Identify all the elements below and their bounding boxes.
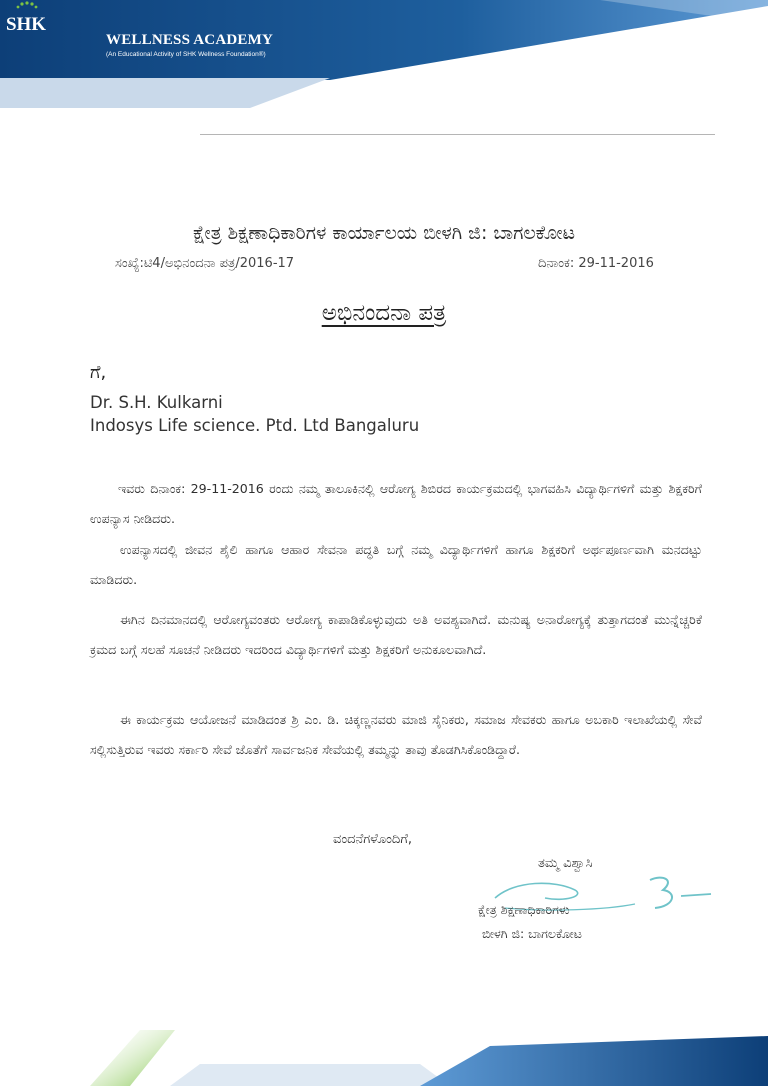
office-heading: ಕ್ಷೇತ್ರ ಶಿಕ್ಷಣಾಧಿಕಾರಿಗಳ ಕಾರ್ಯಾಲಯ ಬೀಳಗಿ ಜಿ: ಬಾಗಲಕೋಟ bbox=[193, 222, 575, 244]
footer-banner bbox=[0, 1020, 768, 1086]
yours-trusty: ತಮ್ಮ ವಿಶ್ವಾಸಿ bbox=[538, 856, 593, 871]
org-name: WELLNESS ACADEMY bbox=[106, 32, 273, 48]
shk-logo bbox=[0, 0, 52, 40]
closing-greeting: ವಂದನೆಗಳೊಂದಿಗೆ, bbox=[333, 832, 412, 847]
body-paragraph-3: ಈಗಿನ ದಿನಮಾನದಲ್ಲಿ ಆರೋಗ್ಯವಂತರು ಆರೋಗ್ಯ ಕಾಪಾಡಿಕೊಳ್ಳುವುದು ಅತಿ ಅವಶ್ಯವಾಗಿದೆ. ಮನುಷ್ಯ ಅನಾರೋಗ್ಯಕ್ಕೆ ತುತ್ತಾಗದಂತೆ ಮುನ್ನೆಚ್ಚರಿಕೆ ಕ್ರಮದ ಬಗ್ಗೆ ಸಲಹೆ ಸೂಚನೆ ನೀಡಿದರು ಇದರಿಂದ ವಿದ್ಯಾರ್ಥಿಗಳಿಗೆ ಮತ್ತು ಶಿಕ್ಷಕರಿಗೆ ಅನುಕೂಲವಾಗಿದೆ. bbox=[90, 612, 702, 657]
body-paragraph-2: ಉಪನ್ಯಾಸದಲ್ಲಿ ಜೀವನ ಶೈಲಿ ಹಾಗೂ ಆಹಾರ ಸೇವನಾ ಪದ್ಧತಿ ಬಗ್ಗೆ ನಮ್ಮ ವಿದ್ಯಾರ್ಥಿಗಳಿಗೆ ಹಾಗೂ ಶಿಕ್ಷಕರಿಗೆ ಅರ್ಥಪೂರ್ಣವಾಗಿ ಮನದಟ್ಟು ಮಾಡಿದರು. bbox=[90, 542, 702, 587]
handwritten-signature bbox=[485, 868, 725, 928]
salutation-to: ಗೆ, bbox=[90, 362, 107, 383]
recipient-organization: Indosys Life science. Ptd. Ltd Bangaluru bbox=[90, 416, 420, 435]
footer-light-band bbox=[170, 1064, 450, 1086]
body-paragraph-1: ಇವರು ದಿನಾಂಕ: 29-11-2016 ರಂದು ನಮ್ಮ ತಾಲೂಕಿನಲ್ಲಿ ಆರೋಗ್ಯ ಶಿಬಿರದ ಕಾರ್ಯಕ್ರಮದಲ್ಲಿ ಭಾಗವಹಿಸಿ ವಿದ್ಯಾರ್ಥಿಗಳಿಗೆ ಮತ್ತು ಶಿಕ್ಷಕರಿಗೆ ಉಪನ್ಯಾಸ ನೀಡಿದರು. bbox=[90, 481, 702, 526]
letter-date: ದಿನಾಂಕ: 29-11-2016 bbox=[538, 256, 654, 271]
body-paragraph-4: ಈ ಕಾರ್ಯಕ್ರಮ ಆಯೋಜನೆ ಮಾಡಿದಂತ ಶ್ರಿ ಎಂ. ಡಿ. ಚಿಕ್ಕಣ್ಣನವರು ಮಾಜಿ ಸೈನಿಕರು, ಸಮಾಜ ಸೇವಕರು ಹಾಗೂ ಅಬಕಾರಿ ಇಲಾಖೆಯಲ್ಲಿ ಸೇವೆ ಸಲ್ಲಿಸುತ್ತಿರುವ ಇವರು ಸರ್ಕಾರಿ ಸೇವೆ ಜೊತೆಗೆ ಸಾರ್ವಜನಿಕ ಸೇವೆಯಲ್ಲಿ ತಮ್ಮನ್ನು ತಾವು ತೊಡಗಿಸಿಕೊಂಡಿದ್ದಾರೆ. bbox=[90, 712, 702, 757]
signer-title: ಕ್ಷೇತ್ರ ಶಿಕ್ಷಣಾಧಿಕಾರಿಗಳು bbox=[478, 902, 570, 917]
letterhead-banner bbox=[0, 0, 768, 108]
org-tagline: (An Educational Activity of SHK Wellness Foundation®) bbox=[106, 51, 266, 58]
footer-blue-band bbox=[420, 1036, 768, 1086]
letter-subject: ಅಭಿನಂದನಾ ಪತ್ರ bbox=[321, 300, 447, 326]
banner-light-strip bbox=[0, 78, 330, 108]
header-divider bbox=[200, 134, 715, 135]
reference-number: ಸಂಖ್ಯೆ:ಟಿ4/ಅಭಿನಂದನಾ ಪತ್ರ/2016-17 bbox=[115, 256, 295, 271]
footer-green-stripe bbox=[90, 1030, 175, 1086]
svg-text:SHK: SHK bbox=[5, 14, 47, 35]
signer-place: ಬೀಳಗಿ ಜಿ: ಬಾಗಲಕೋಟ bbox=[482, 926, 582, 941]
recipient-name: Dr. S.H. Kulkarni bbox=[90, 393, 223, 412]
